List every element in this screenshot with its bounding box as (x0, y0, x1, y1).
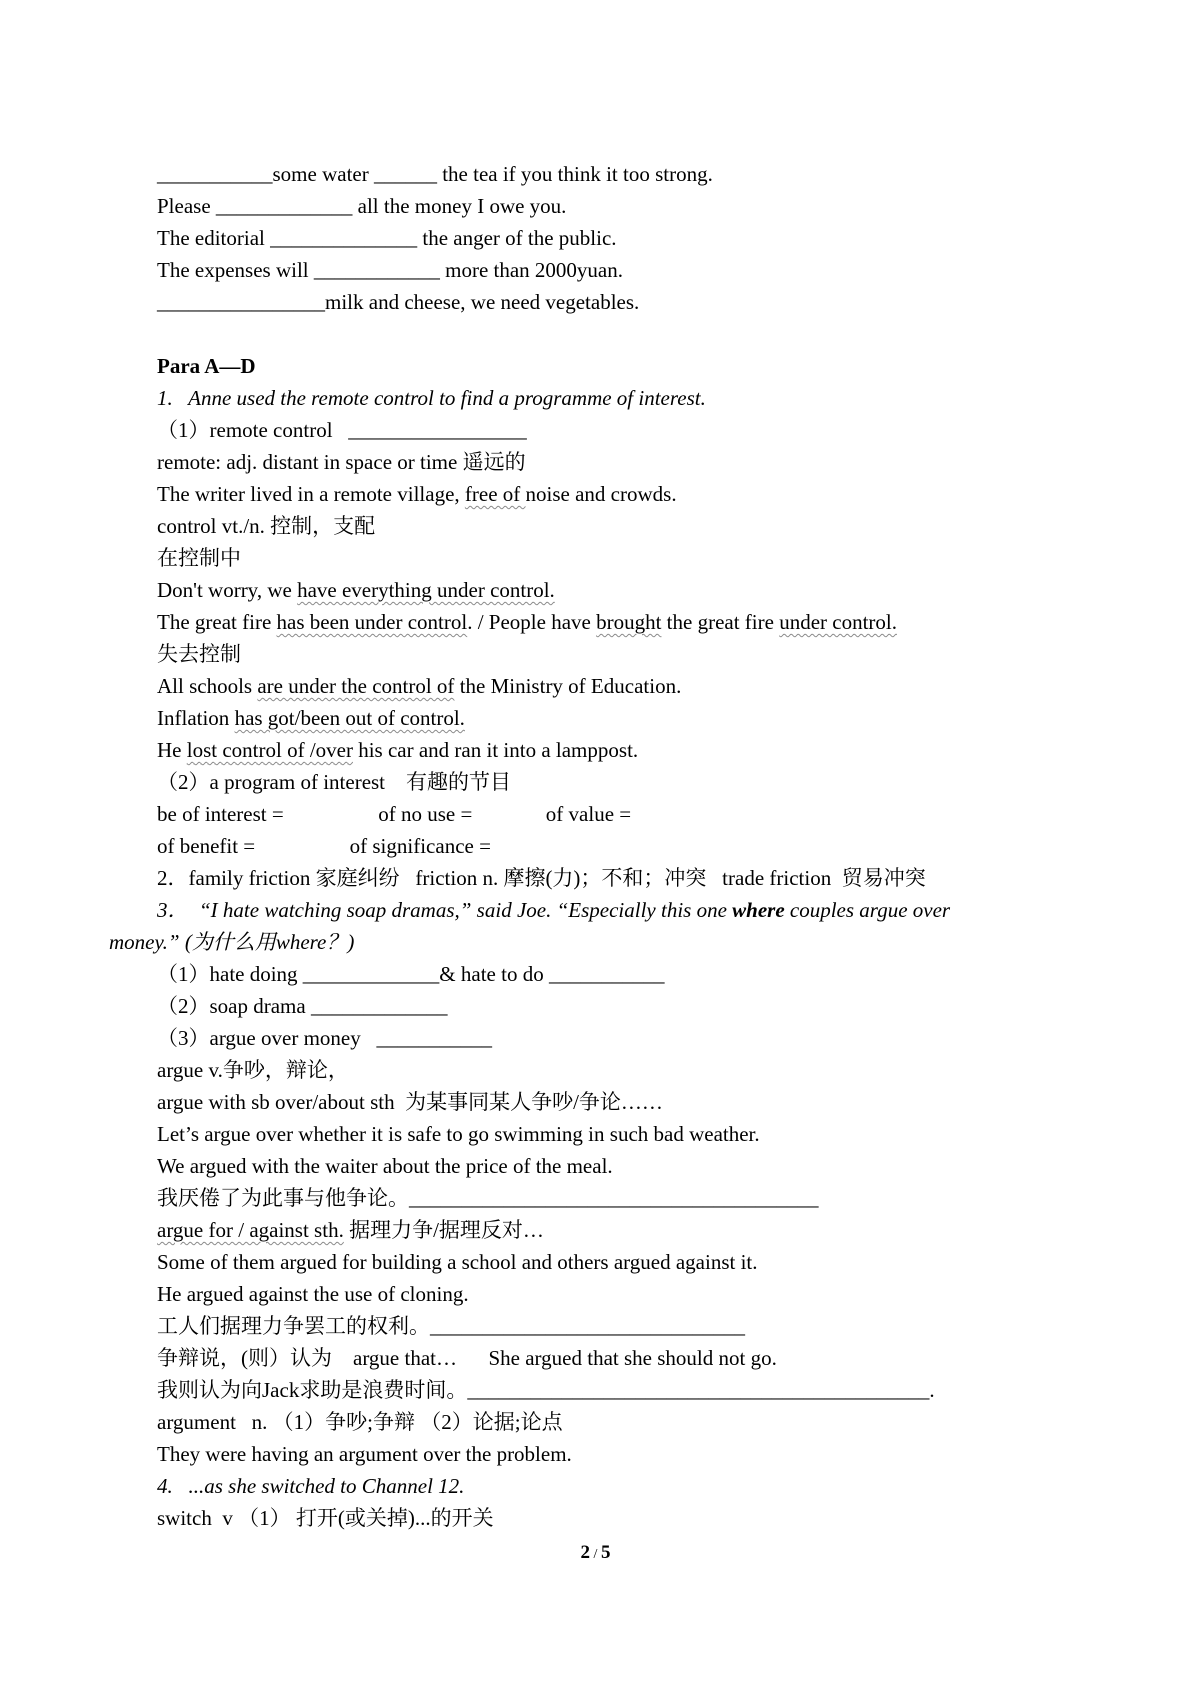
phrase-row-2: of benefit = of significance = (157, 834, 491, 858)
out-of-control-heading: 失去控制 (157, 642, 241, 666)
item-2: 2．family friction 家庭纠纷 friction n. 摩擦(力)；不和；冲突 trade friction 贸易冲突 (157, 866, 926, 890)
item-1-sentence: 1. Anne used the remote control to find a programme of interest. (157, 386, 706, 410)
control-example-4: Inflation has got/been out of control. (157, 706, 465, 730)
argument-definition: argument n. （1）争吵;争辩 （2）论据;论点 (157, 1410, 563, 1434)
remote-example: The writer lived in a remote village, free of noise and crowds. (157, 482, 677, 506)
argue-translation-1: 我厌倦了为此事与他争论。_______________________________________ (157, 1186, 819, 1210)
item-3-sentence-cont: money.” (为什么用where？) (109, 930, 355, 954)
item-3-sub-3: （3）argue over money ___________ (157, 1026, 492, 1050)
argue-example-2: We argued with the waiter about the price of the meal. (157, 1154, 613, 1178)
under-control-heading: 在控制中 (157, 546, 241, 570)
argue-definition: argue v.争吵，辩论， (157, 1058, 349, 1082)
argue-for-against: argue for / against sth. 据理力争/据理反对… (157, 1218, 544, 1242)
argue-that: 争辩说，(则）认为 argue that… She argued that she should not go. (157, 1346, 777, 1370)
control-example-5: He lost control of /over his car and ran it into a lamppost. (157, 738, 639, 762)
control-example-2: The great fire has been under control. / People have brought the great fire under control. (157, 610, 897, 634)
item-4-sentence: 4. ...as she switched to Channel 12. (157, 1474, 465, 1498)
item-3-sub-1: （1）hate doing _____________& hate to do ___________ (157, 962, 665, 986)
phrase-row-1: be of interest = of no use = of value = (157, 802, 632, 826)
section-heading: Para A—D (157, 354, 256, 378)
control-example-1: Don't worry, we have everything under control. (157, 578, 555, 602)
exercise-line-5: ________________milk and cheese, we need vegetables. (157, 290, 640, 314)
item-1-sub-1: （1）remote control _________________ (157, 418, 527, 442)
exercise-line-3: The editorial ______________ the anger of the public. (157, 226, 617, 250)
argue-with-phrase: argue with sb over/about sth 为某事同某人争吵/争论…… (157, 1090, 663, 1114)
control-example-3: All schools are under the control of the Ministry of Education. (157, 674, 682, 698)
argument-example: They were having an argument over the problem. (157, 1442, 572, 1466)
exercise-line-1: ___________some water ______ the tea if you think it too strong. (157, 162, 713, 186)
item-3-sentence: 3． “I hate watching soap dramas,” said Joe. “Especially this one where couples argue over (157, 898, 951, 922)
item-3-sub-2: （2）soap drama _____________ (157, 994, 448, 1018)
argue-example-3: Some of them argued for building a school and others argued against it. (157, 1250, 758, 1274)
item-1-sub-2: （2）a program of interest 有趣的节目 (157, 770, 512, 794)
control-definition: control vt./n. 控制，支配 (157, 514, 376, 538)
exercise-line-2: Please _____________ all the money I owe you. (157, 194, 567, 218)
remote-definition: remote: adj. distant in space or time 遥远的 (157, 450, 526, 474)
page-number: 2 / 5 (580, 1542, 611, 1563)
exercise-line-4: The expenses will ____________ more than 2000yuan. (157, 258, 623, 282)
argue-example-4: He argued against the use of cloning. (157, 1282, 469, 1306)
switch-definition: switch v （1） 打开(或关掉)...的开关 (157, 1506, 494, 1530)
argue-translation-2: 工人们据理力争罢工的权利。______________________________ (157, 1314, 745, 1338)
argue-example-1: Let’s argue over whether it is safe to go swimming in such bad weather. (157, 1122, 760, 1146)
argue-translation-3: 我则认为向Jack求助是浪费时间。____________________________________________. (157, 1378, 935, 1402)
